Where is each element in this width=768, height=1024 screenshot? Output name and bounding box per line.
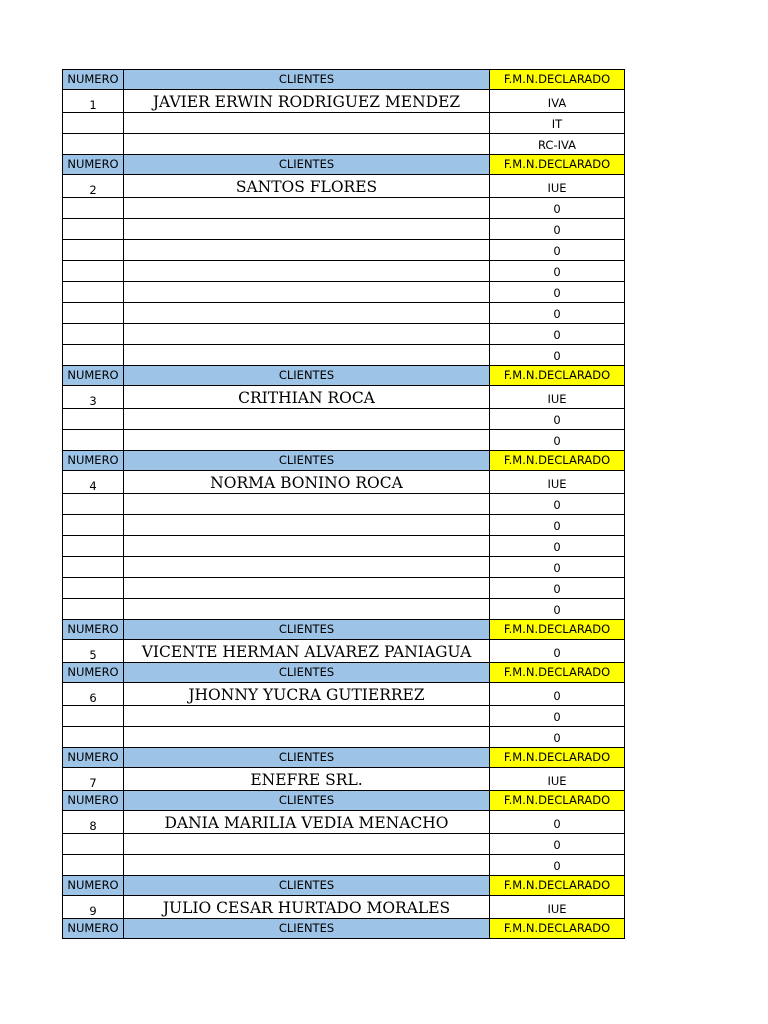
fmn-value-cell[interactable]: 0 — [490, 219, 625, 240]
header-clientes-cell[interactable]: CLIENTES — [124, 451, 490, 471]
client-number-cell[interactable] — [63, 599, 124, 620]
header-row — [63, 70, 625, 90]
header-row — [63, 919, 625, 939]
client-name-cell[interactable] — [124, 430, 490, 451]
header-clientes-cell[interactable]: CLIENTES — [124, 919, 490, 939]
header-fmn-cell[interactable]: F.M.N.DECLARADO — [490, 663, 625, 683]
client-name-cell[interactable] — [124, 409, 490, 430]
client-name-cell[interactable]: CRITHIAN ROCA — [124, 386, 490, 409]
client-number-cell[interactable] — [63, 706, 124, 727]
fmn-value-cell[interactable]: IUE — [490, 471, 625, 494]
fmn-value-cell[interactable]: 0 — [490, 599, 625, 620]
client-name-cell[interactable] — [124, 536, 490, 557]
client-name-cell[interactable]: JHONNY YUCRA GUTIERREZ — [124, 683, 490, 706]
client-row — [63, 175, 625, 198]
header-row — [63, 876, 625, 896]
client-name-cell[interactable] — [124, 134, 490, 155]
header-row — [63, 620, 625, 640]
spreadsheet-body — [63, 70, 625, 939]
header-numero-cell[interactable]: NUMERO — [63, 919, 124, 939]
client-number-cell[interactable] — [63, 855, 124, 876]
header-clientes-cell[interactable]: CLIENTES — [124, 791, 490, 811]
fmn-value-cell[interactable]: 0 — [490, 494, 625, 515]
client-number-cell[interactable] — [63, 515, 124, 536]
fmn-value-cell[interactable]: IT — [490, 113, 625, 134]
header-numero-cell[interactable]: NUMERO — [63, 748, 124, 768]
client-value-row — [63, 834, 625, 855]
fmn-value-cell[interactable]: IVA — [490, 90, 625, 113]
header-numero-cell[interactable]: NUMERO — [63, 876, 124, 896]
client-number-cell[interactable] — [63, 282, 124, 303]
client-value-row — [63, 706, 625, 727]
client-row — [63, 90, 625, 113]
header-row — [63, 451, 625, 471]
client-value-row — [63, 578, 625, 599]
client-number-cell[interactable] — [63, 134, 124, 155]
client-name-cell[interactable] — [124, 324, 490, 345]
client-name-cell[interactable] — [124, 599, 490, 620]
fmn-value-cell[interactable]: IUE — [490, 896, 625, 919]
header-clientes-cell[interactable]: CLIENTES — [124, 366, 490, 386]
fmn-value-cell[interactable]: 0 — [490, 515, 625, 536]
header-fmn-cell[interactable]: F.M.N.DECLARADO — [490, 451, 625, 471]
clients-spreadsheet — [62, 69, 625, 939]
client-row — [63, 896, 625, 919]
client-value-row — [63, 557, 625, 578]
client-name-cell[interactable]: VICENTE HERMAN ALVAREZ PANIAGUA — [124, 640, 490, 663]
fmn-value-cell[interactable]: 0 — [490, 345, 625, 366]
client-value-row — [63, 113, 625, 134]
client-name-cell[interactable]: JAVIER ERWIN RODRIGUEZ MENDEZ — [124, 90, 490, 113]
fmn-value-cell[interactable]: IUE — [490, 175, 625, 198]
fmn-value-cell[interactable]: 0 — [490, 834, 625, 855]
client-value-row — [63, 494, 625, 515]
fmn-value-cell[interactable]: 0 — [490, 640, 625, 663]
header-clientes-cell[interactable]: CLIENTES — [124, 876, 490, 896]
client-number-cell[interactable]: 8 — [63, 811, 124, 834]
client-name-cell[interactable] — [124, 855, 490, 876]
client-number-cell[interactable] — [63, 494, 124, 515]
client-value-row — [63, 240, 625, 261]
fmn-value-cell[interactable]: 0 — [490, 303, 625, 324]
header-fmn-cell[interactable]: F.M.N.DECLARADO — [490, 748, 625, 768]
fmn-value-cell[interactable]: 0 — [490, 557, 625, 578]
client-name-cell[interactable] — [124, 219, 490, 240]
fmn-value-cell[interactable]: IUE — [490, 768, 625, 791]
header-numero-cell[interactable]: NUMERO — [63, 155, 124, 175]
client-name-cell[interactable] — [124, 834, 490, 855]
fmn-value-cell[interactable]: 0 — [490, 282, 625, 303]
client-row — [63, 471, 625, 494]
header-row — [63, 366, 625, 386]
client-row — [63, 386, 625, 409]
client-number-cell[interactable]: 3 — [63, 386, 124, 409]
client-number-cell[interactable] — [63, 198, 124, 219]
header-numero-cell[interactable]: NUMERO — [63, 620, 124, 640]
fmn-value-cell[interactable]: 0 — [490, 324, 625, 345]
header-numero-cell[interactable]: NUMERO — [63, 366, 124, 386]
header-fmn-cell[interactable]: F.M.N.DECLARADO — [490, 155, 625, 175]
client-name-cell[interactable] — [124, 515, 490, 536]
fmn-value-cell[interactable]: 0 — [490, 578, 625, 599]
client-number-cell[interactable] — [63, 409, 124, 430]
header-numero-cell[interactable]: NUMERO — [63, 663, 124, 683]
client-name-cell[interactable]: NORMA BONINO ROCA — [124, 471, 490, 494]
client-value-row — [63, 324, 625, 345]
client-number-cell[interactable] — [63, 727, 124, 748]
header-clientes-cell[interactable]: CLIENTES — [124, 155, 490, 175]
header-numero-cell[interactable]: NUMERO — [63, 791, 124, 811]
fmn-value-cell[interactable]: 0 — [490, 240, 625, 261]
client-name-cell[interactable]: JULIO CESAR HURTADO MORALES — [124, 896, 490, 919]
client-name-cell[interactable] — [124, 494, 490, 515]
client-value-row — [63, 303, 625, 324]
header-fmn-cell[interactable]: F.M.N.DECLARADO — [490, 919, 625, 939]
client-name-cell[interactable] — [124, 282, 490, 303]
fmn-value-cell[interactable]: RC-IVA — [490, 134, 625, 155]
header-fmn-cell[interactable]: F.M.N.DECLARADO — [490, 620, 625, 640]
client-value-row — [63, 261, 625, 282]
client-number-cell[interactable]: 9 — [63, 896, 124, 919]
client-row — [63, 683, 625, 706]
client-number-cell[interactable] — [63, 303, 124, 324]
client-number-cell[interactable] — [63, 219, 124, 240]
header-row — [63, 748, 625, 768]
client-name-cell[interactable] — [124, 240, 490, 261]
client-number-cell[interactable] — [63, 113, 124, 134]
client-name-cell[interactable] — [124, 303, 490, 324]
client-row — [63, 768, 625, 791]
header-clientes-cell[interactable]: CLIENTES — [124, 663, 490, 683]
fmn-value-cell[interactable]: 0 — [490, 409, 625, 430]
client-value-row — [63, 198, 625, 219]
client-value-row — [63, 515, 625, 536]
client-number-cell[interactable] — [63, 834, 124, 855]
client-number-cell[interactable] — [63, 324, 124, 345]
header-fmn-cell[interactable]: F.M.N.DECLARADO — [490, 791, 625, 811]
client-name-cell[interactable]: ENEFRE SRL. — [124, 768, 490, 791]
client-name-cell[interactable] — [124, 557, 490, 578]
header-row — [63, 791, 625, 811]
client-name-cell[interactable] — [124, 706, 490, 727]
header-clientes-cell[interactable]: CLIENTES — [124, 748, 490, 768]
client-number-cell[interactable]: 4 — [63, 471, 124, 494]
fmn-value-cell[interactable]: 0 — [490, 536, 625, 557]
header-fmn-cell[interactable]: F.M.N.DECLARADO — [490, 70, 625, 90]
client-name-cell[interactable] — [124, 578, 490, 599]
client-value-row — [63, 727, 625, 748]
client-number-cell[interactable] — [63, 536, 124, 557]
client-number-cell[interactable] — [63, 430, 124, 451]
client-number-cell[interactable]: 6 — [63, 683, 124, 706]
fmn-value-cell[interactable]: 0 — [490, 811, 625, 834]
client-value-row — [63, 409, 625, 430]
client-name-cell[interactable] — [124, 727, 490, 748]
client-name-cell[interactable] — [124, 345, 490, 366]
header-clientes-cell[interactable]: CLIENTES — [124, 70, 490, 90]
client-value-row — [63, 599, 625, 620]
header-fmn-cell[interactable]: F.M.N.DECLARADO — [490, 876, 625, 896]
client-row — [63, 811, 625, 834]
client-name-cell[interactable]: SANTOS FLORES — [124, 175, 490, 198]
client-number-cell[interactable]: 7 — [63, 768, 124, 791]
header-fmn-cell[interactable]: F.M.N.DECLARADO — [490, 366, 625, 386]
client-value-row — [63, 536, 625, 557]
client-number-cell[interactable] — [63, 557, 124, 578]
client-number-cell[interactable] — [63, 261, 124, 282]
client-value-row — [63, 219, 625, 240]
client-number-cell[interactable] — [63, 578, 124, 599]
client-value-row — [63, 282, 625, 303]
fmn-value-cell[interactable]: 0 — [490, 706, 625, 727]
client-name-cell[interactable] — [124, 198, 490, 219]
client-number-cell[interactable]: 1 — [63, 90, 124, 113]
header-numero-cell[interactable]: NUMERO — [63, 70, 124, 90]
fmn-value-cell[interactable]: IUE — [490, 386, 625, 409]
fmn-value-cell[interactable]: 0 — [490, 727, 625, 748]
fmn-value-cell[interactable]: 0 — [490, 683, 625, 706]
client-number-cell[interactable]: 2 — [63, 175, 124, 198]
client-name-cell[interactable] — [124, 113, 490, 134]
fmn-value-cell[interactable]: 0 — [490, 198, 625, 219]
client-value-row — [63, 345, 625, 366]
fmn-value-cell[interactable]: 0 — [490, 855, 625, 876]
client-value-row — [63, 134, 625, 155]
header-row — [63, 155, 625, 175]
client-name-cell[interactable]: DANIA MARILIA VEDIA MENACHO — [124, 811, 490, 834]
header-clientes-cell[interactable]: CLIENTES — [124, 620, 490, 640]
client-name-cell[interactable] — [124, 261, 490, 282]
header-numero-cell[interactable]: NUMERO — [63, 451, 124, 471]
header-row — [63, 663, 625, 683]
fmn-value-cell[interactable]: 0 — [490, 261, 625, 282]
fmn-value-cell[interactable]: 0 — [490, 430, 625, 451]
client-number-cell[interactable]: 5 — [63, 640, 124, 663]
client-number-cell[interactable] — [63, 345, 124, 366]
client-number-cell[interactable] — [63, 240, 124, 261]
client-value-row — [63, 855, 625, 876]
client-value-row — [63, 430, 625, 451]
client-row — [63, 640, 625, 663]
